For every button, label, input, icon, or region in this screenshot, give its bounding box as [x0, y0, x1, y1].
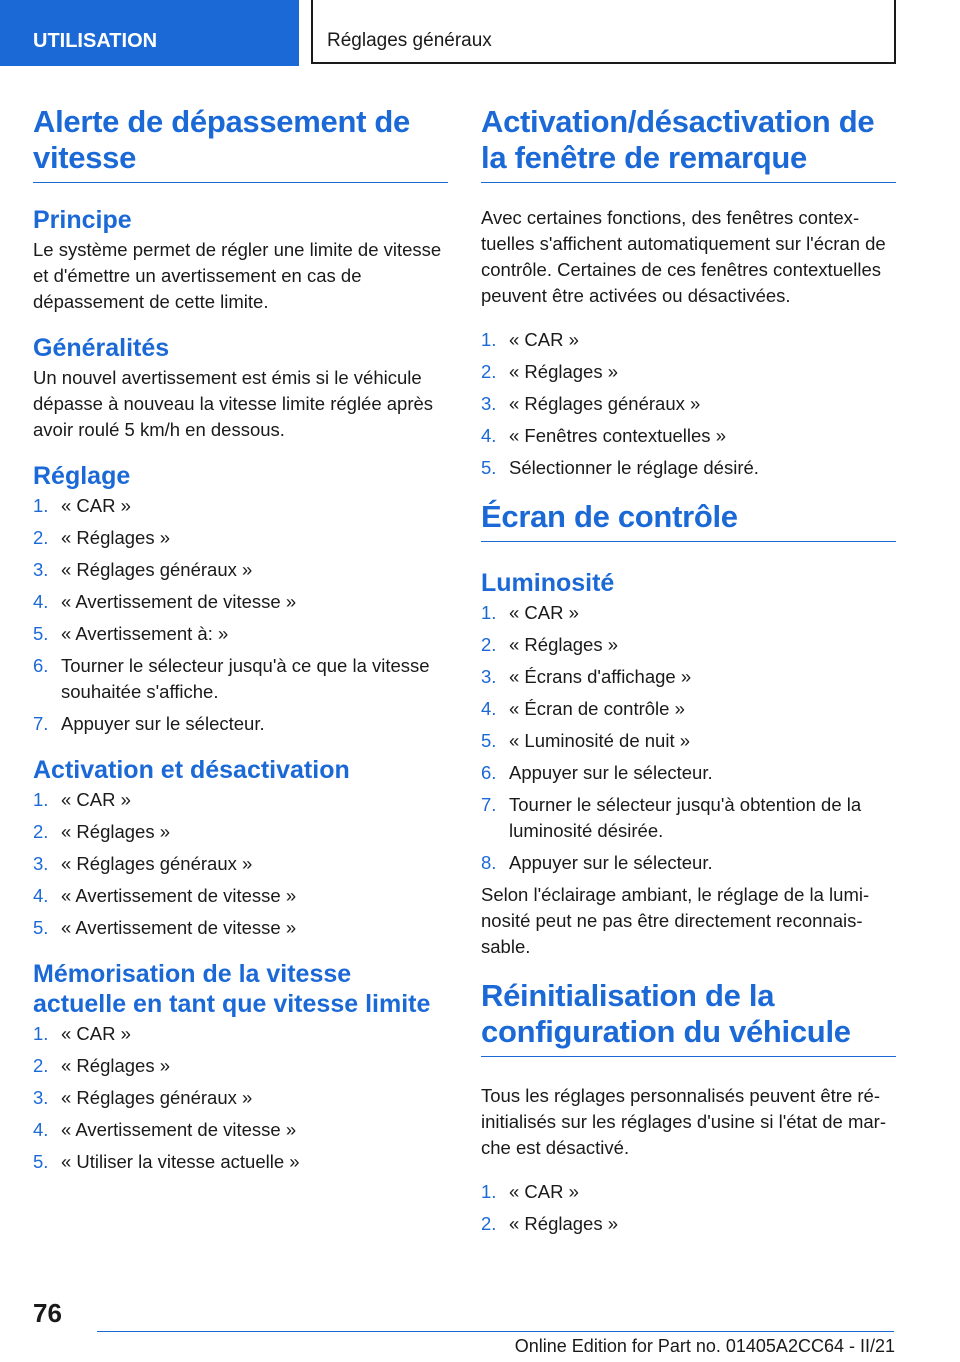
step-number: 4.: [33, 591, 49, 612]
list-item: [481, 1211, 896, 1237]
step-text: « Fenêtres contextuelles »: [509, 425, 726, 446]
step-number: 1.: [481, 329, 497, 350]
step-number: 3.: [33, 559, 49, 580]
list-item: [33, 557, 448, 583]
step-number: 1.: [33, 789, 49, 810]
list-item: [481, 696, 896, 722]
step-text: Tourner le sélecteur jusqu'à obtention de la luminosité désirée.: [509, 794, 862, 841]
step-text: « Réglages »: [509, 361, 619, 382]
step-number: 2.: [33, 821, 49, 842]
step-number: 2.: [33, 1055, 49, 1076]
step-text: « Avertissement de vitesse »: [61, 917, 297, 938]
step-text: Appuyer sur le sélecteur.: [509, 762, 713, 783]
steps-vehicle-reset: [481, 1179, 896, 1237]
step-text: « Réglages généraux »: [61, 1087, 253, 1108]
list-item: [33, 711, 448, 737]
list-item: [33, 915, 448, 941]
step-text: « CAR »: [61, 789, 131, 810]
heading-luminosite: Luminosité: [481, 569, 615, 597]
step-number: 4.: [33, 885, 49, 906]
list-item: [481, 850, 896, 876]
step-text: « Réglages généraux »: [61, 853, 253, 874]
footer-edition: Online Edition for Part no. 01405A2CC64 - II/21: [514, 1336, 895, 1356]
step-number: 5.: [33, 1151, 49, 1172]
steps-luminosite: [481, 600, 896, 876]
right-column: [481, 104, 896, 1255]
list-item: [33, 851, 448, 877]
section-tab: UTILISATION: [0, 0, 299, 66]
steps-memorisation: [33, 1021, 448, 1175]
heading-activation: Activation et désactivation: [33, 756, 350, 784]
list-item: [33, 1085, 448, 1111]
list-item: [481, 455, 896, 481]
page-header: [0, 0, 960, 68]
step-number: 3.: [481, 393, 497, 414]
list-item: [33, 1053, 448, 1079]
step-number: 4.: [481, 698, 497, 719]
step-number: 2.: [481, 634, 497, 655]
step-number: 4.: [33, 1119, 49, 1140]
step-number: 1.: [481, 602, 497, 623]
step-number: 3.: [33, 1087, 49, 1108]
section-title-speed-alert: Alerte de dépassement de vitesse: [33, 104, 448, 183]
section-title-popup-window: Activation/désactivation de la fenêtre de remarque: [481, 104, 896, 183]
list-item: [481, 760, 896, 786]
step-text: « Réglages »: [509, 1213, 619, 1234]
step-text: « Avertissement de vitesse »: [61, 885, 297, 906]
text-principe: Le système permet de régler une limite de vitesse et d'émettre un avertissement en cas de dépassement de cette limite.: [33, 239, 442, 312]
step-number: 3.: [481, 666, 497, 687]
list-item: [33, 1021, 448, 1047]
step-number: 2.: [481, 361, 497, 382]
step-text: « Écrans d'affichage »: [509, 666, 692, 687]
step-text: « Utiliser la vitesse actuelle »: [61, 1151, 300, 1172]
heading-generalites: Généralités: [33, 334, 170, 362]
step-number: 6.: [481, 762, 497, 783]
list-item: [33, 1117, 448, 1143]
step-number: 7.: [481, 794, 497, 815]
text-vehicle-reset: Tous les réglages personnalisés peuvent être réinitialisés sur les réglages d'usine si l'état de marche est désactivé.: [481, 1085, 887, 1158]
step-text: Sélectionner le réglage désiré.: [509, 457, 759, 478]
list-item: [481, 359, 896, 385]
list-item: [33, 493, 448, 519]
list-item: [481, 792, 896, 844]
step-number: 7.: [33, 713, 49, 734]
list-item: [481, 327, 896, 353]
page-number: 76: [33, 1298, 62, 1328]
step-number: 4.: [481, 425, 497, 446]
step-text: « Avertissement de vitesse »: [61, 1119, 297, 1140]
step-number: 5.: [481, 730, 497, 751]
list-item: [33, 1149, 448, 1175]
step-text: « Écran de contrôle »: [509, 698, 685, 719]
step-number: 2.: [33, 527, 49, 548]
step-number: 5.: [33, 917, 49, 938]
list-item: [481, 391, 896, 417]
steps-reglage: [33, 493, 448, 737]
list-item: [33, 819, 448, 845]
heading-principe: Principe: [33, 206, 132, 234]
list-item: [481, 728, 896, 754]
list-item: [481, 600, 896, 626]
step-text: « Avertissement à: »: [61, 623, 229, 644]
list-item: [481, 1179, 896, 1205]
steps-popup-window: [481, 327, 896, 481]
step-number: 1.: [33, 495, 49, 516]
step-text: « Réglages généraux »: [509, 393, 701, 414]
list-item: [33, 525, 448, 551]
step-text: « Avertissement de vitesse »: [61, 591, 297, 612]
section-title-control-display: Écran de contrôle: [481, 499, 896, 542]
step-text: « Réglages »: [61, 527, 171, 548]
step-text: « CAR »: [509, 329, 579, 350]
step-text: « Réglages généraux »: [61, 559, 253, 580]
step-text: « CAR »: [61, 495, 131, 516]
section-title-vehicle-reset: Réinitialisation de la configuration du véhicule: [481, 978, 896, 1057]
step-number: 5.: [33, 623, 49, 644]
left-column: [33, 104, 448, 1193]
step-number: 1.: [481, 1181, 497, 1202]
text-generalites: Un nouvel avertissement est émis si le véhicule dépasse à nouveau la vitesse limite réglée après avoir roulé 5 km/h en dessous.: [33, 367, 434, 440]
heading-reglage: Réglage: [33, 462, 131, 490]
step-text: « Réglages »: [509, 634, 619, 655]
list-item: [481, 423, 896, 449]
heading-memorisation: Mémorisation de la vitesse actuelle en tant que vitesse limite: [33, 960, 431, 1018]
text-luminosite-note: Selon l'éclairage ambiant, le réglage de la luminosité peut ne pas être directement reconnaissable.: [481, 884, 870, 957]
steps-activation: [33, 787, 448, 941]
list-item: [33, 621, 448, 647]
step-text: « CAR »: [61, 1023, 131, 1044]
list-item: [33, 787, 448, 813]
step-number: 6.: [33, 655, 49, 676]
list-item: [33, 589, 448, 615]
step-number: 3.: [33, 853, 49, 874]
step-number: 1.: [33, 1023, 49, 1044]
footer-divider: [97, 1331, 894, 1332]
list-item: [481, 664, 896, 690]
chapter-title: Réglages généraux: [311, 0, 896, 64]
step-text: « Luminosité de nuit »: [509, 730, 691, 751]
step-text: « Réglages »: [61, 1055, 171, 1076]
step-text: « CAR »: [509, 1181, 579, 1202]
step-text: Appuyer sur le sélecteur.: [61, 713, 265, 734]
step-text: Tourner le sélecteur jusqu'à ce que la vitesse souhaitée s'affiche.: [61, 655, 430, 702]
list-item: [33, 653, 448, 705]
step-text: « Réglages »: [61, 821, 171, 842]
list-item: [33, 883, 448, 909]
step-text: « CAR »: [509, 602, 579, 623]
text-popup-window: Avec certaines fonctions, des fenêtres contextuelles s'affichent automatiquement sur l'écran de contrôle. Certaines de ces fenêtres contextuelles peuvent être activées ou désactivées.: [481, 207, 886, 306]
step-number: 5.: [481, 457, 497, 478]
step-number: 2.: [481, 1213, 497, 1234]
step-text: Appuyer sur le sélecteur.: [509, 852, 713, 873]
list-item: [481, 632, 896, 658]
step-number: 8.: [481, 852, 497, 873]
